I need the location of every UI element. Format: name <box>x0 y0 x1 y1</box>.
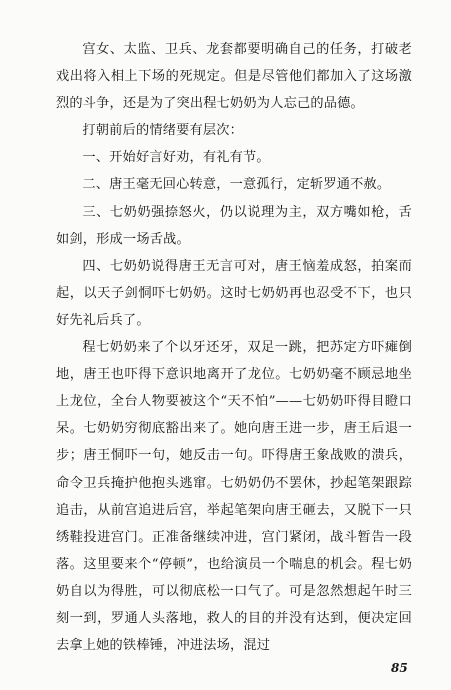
paragraph: 一、开始好言好劝，有礼有节。 <box>82 150 270 166</box>
paragraph: 程七奶奶来了个以牙还牙，双足一跳，把苏定方吓瘫倒地，唐王也吓得下意识地离开了龙位。七奶奶毫不顾忌地坐上龙位，全台人物要被这个“天不怕”——七奶奶吓得目瞪口呆。七奶奶穷彻底豁出来了。她向唐王进一步，唐王后退一步；唐王恫吓一句，她反击一句。吓得唐王象战败的溃兵，命令卫兵掩护他抱头逃窜。七奶奶仍不罢休，抄起笔架跟踪追击，从前宫追进后宫，举起笔架向唐王砸去，又脱下一只绣鞋投进宫门。正准备继续冲进，宫门紧闭，战斗暂告一段落。这里要来个“停顿”，也给演员一个喘息的机会。程七奶奶自以为得胜，可以彻底松一口气了。可是忽然想起午时三刻一到，罗通人头落地，救人的目的并没有达到，便决定回去拿上她的铁棒锤，冲进法场，混过 <box>56 340 412 654</box>
paragraph: 三、七奶奶强捺怒火，仍以说理为主，双方嘴如枪，舌如剑，形成一场舌战。 <box>56 204 412 247</box>
paragraph: 宫女、太监、卫兵、龙套都要明确自己的任务，打破老戏出将入相上下场的死规定。但是尽管他们都加入了这场激烈的斗争，还是为了突出程七奶奶为人忘己的品德。 <box>56 42 412 112</box>
paragraph: 二、唐王毫无回心转意，一意孤行，定斩罗通不赦。 <box>82 177 391 193</box>
paragraph: 打朝前后的情绪要有层次： <box>82 123 244 139</box>
page-number: 85 <box>391 661 408 675</box>
paragraph: 四、七奶奶说得唐王无言可对，唐王恼羞成怒，拍案而起，以天子剑恫吓七奶奶。这时七奶奶再也忍受不下，也只好先礼后兵了。 <box>56 258 412 328</box>
body-text <box>56 36 412 659</box>
